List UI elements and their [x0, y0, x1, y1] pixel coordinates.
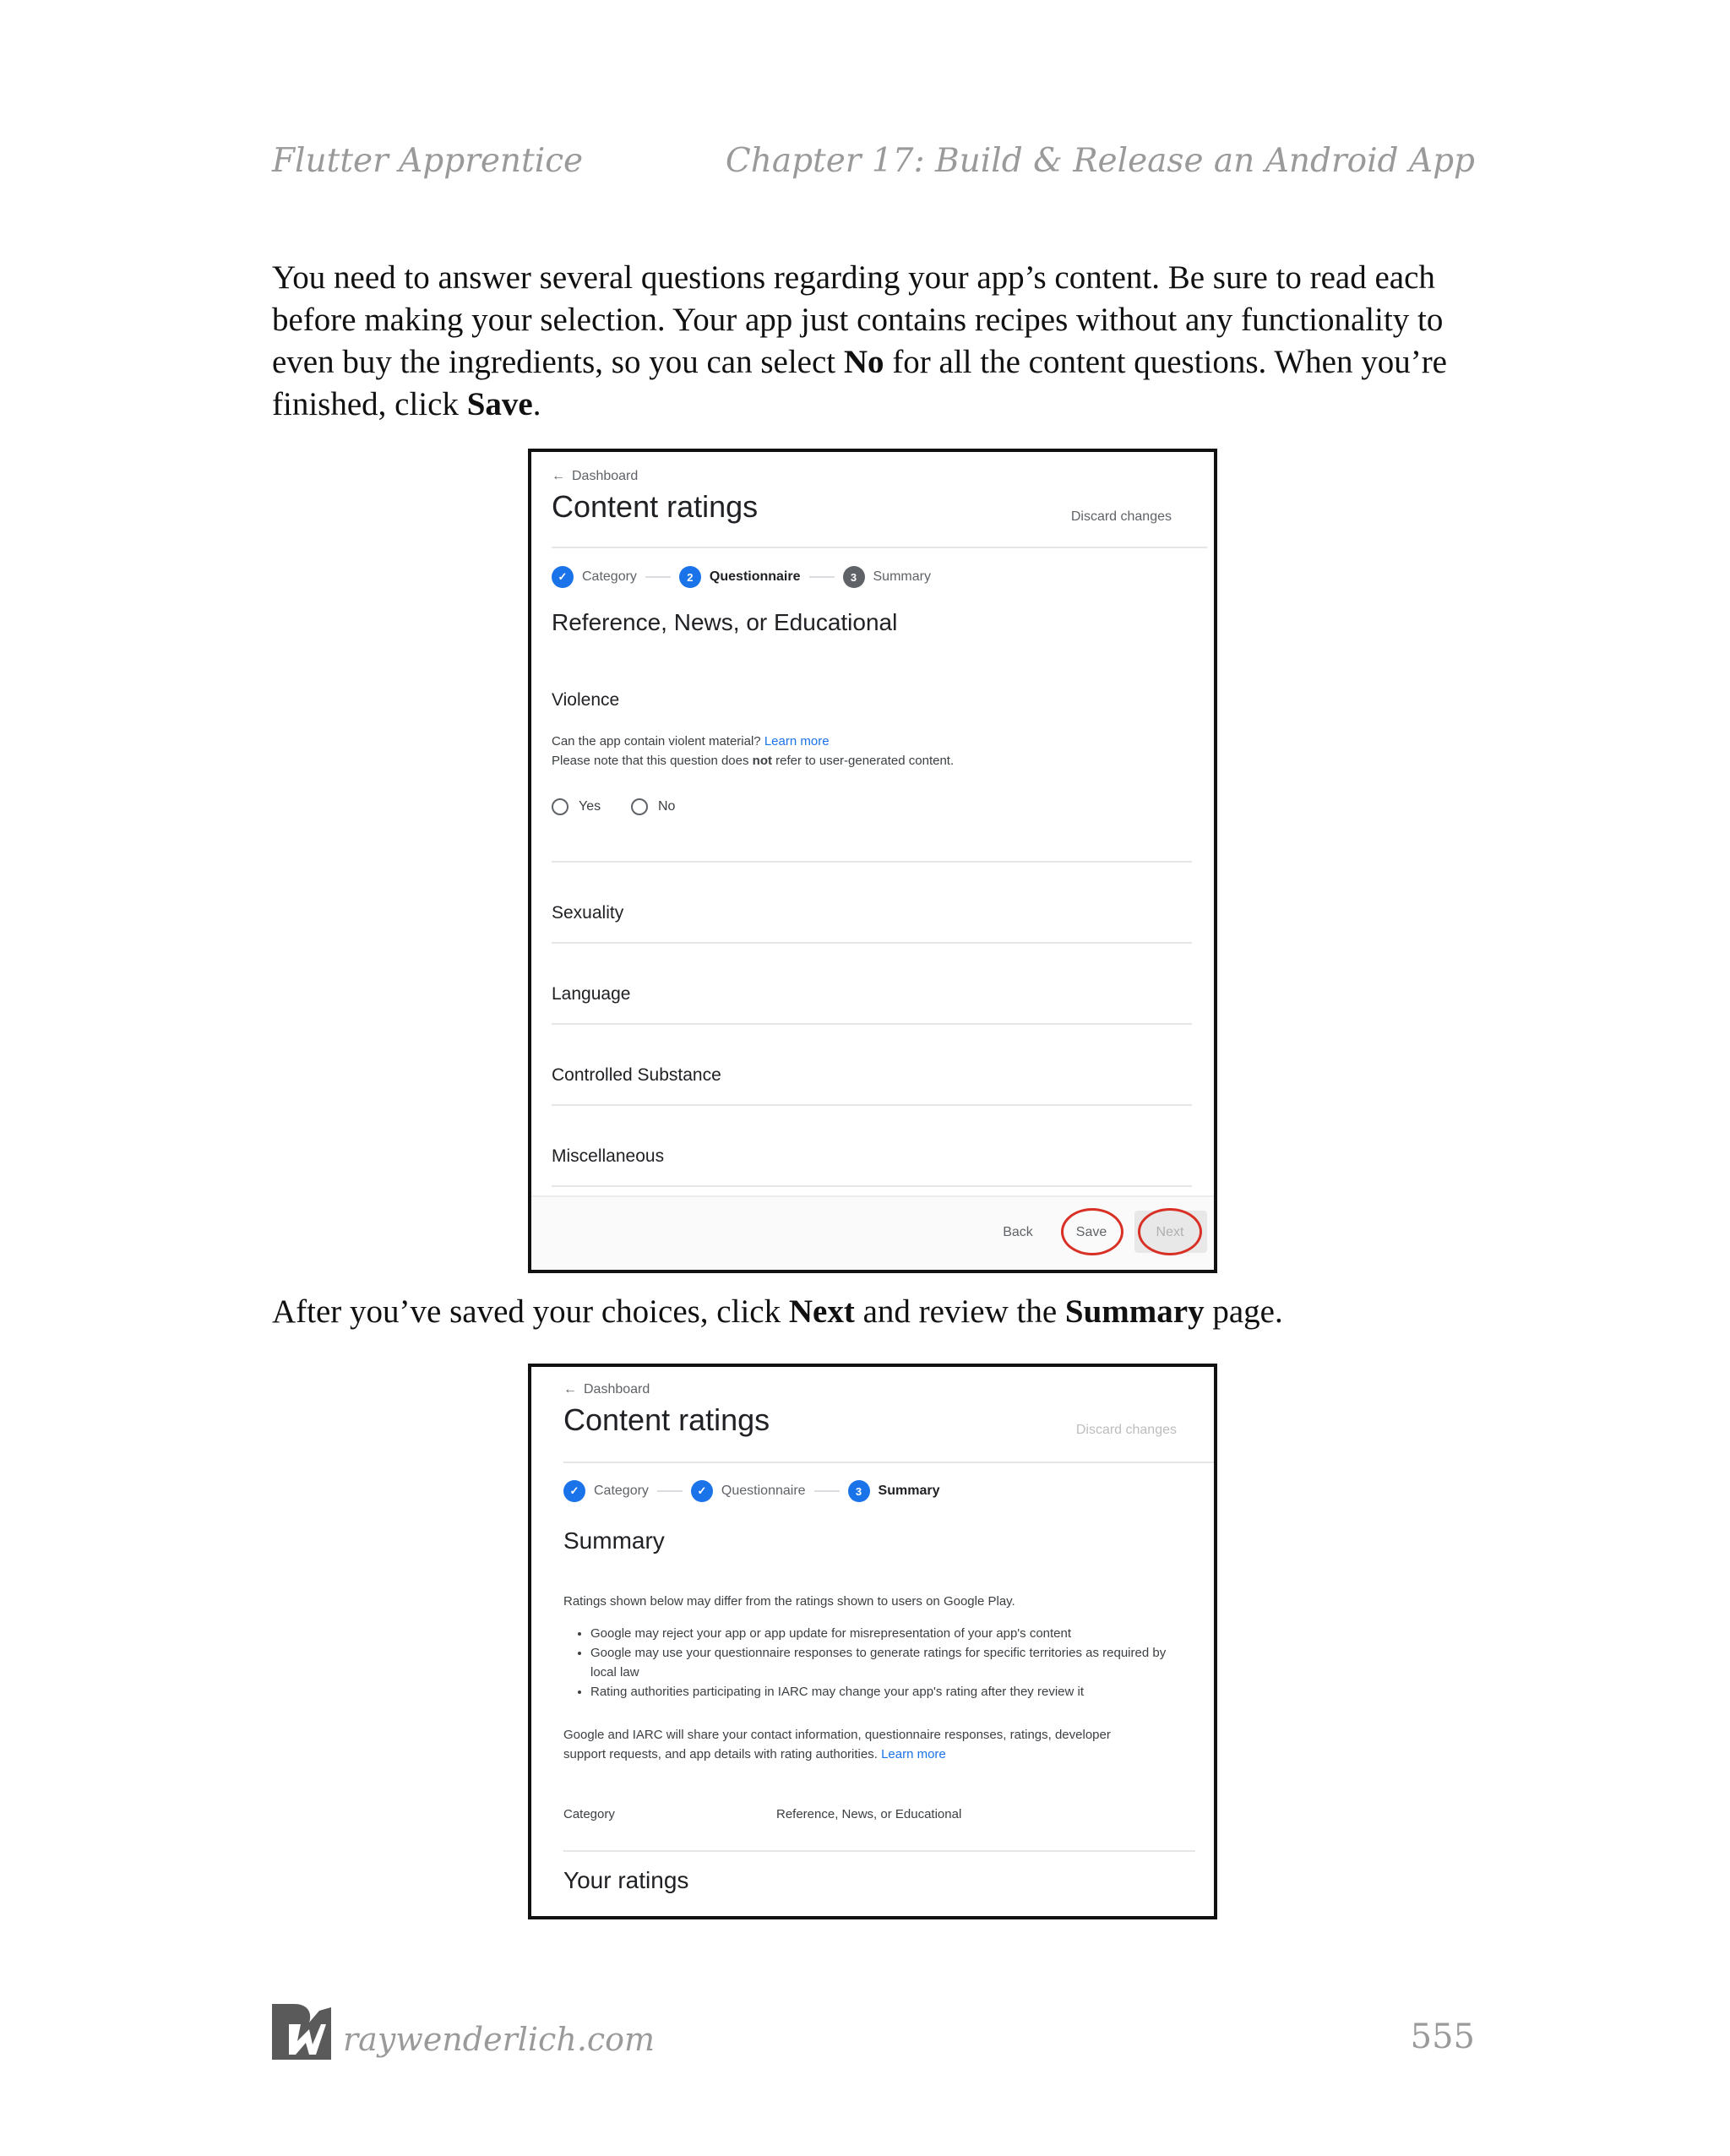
questionnaire-screenshot	[528, 449, 1217, 1273]
category-label: Category	[563, 1807, 615, 1821]
summary-heading: Summary	[563, 1527, 665, 1554]
divider	[552, 547, 1207, 548]
step-number-2: 2	[679, 566, 701, 588]
book-title: Flutter Apprentice	[272, 142, 584, 180]
summary-bullets	[563, 1624, 1189, 1701]
breadcrumb[interactable]: ← Dashboard	[563, 1382, 650, 1396]
section-controlled-substance[interactable]: Controlled Substance	[552, 1065, 721, 1085]
category-heading: Reference, News, or Educational	[552, 609, 898, 635]
learn-more-link[interactable]: Learn more	[764, 734, 830, 749]
intro-paragraph: You need to answer several questions regarding your app’s content. Be sure to read each before making your selection. Your app just contains recipes without any functionality to even buy the ingredients, so you can select No for all the content questions. When you’re finished, click Save.	[272, 259, 1447, 422]
divider	[552, 861, 1192, 863]
radio-yes[interactable]: Yes	[552, 798, 601, 815]
radio-circle-icon[interactable]	[552, 798, 569, 815]
intro-save-bold: Save	[466, 386, 533, 422]
middle-summary-bold: Summary	[1064, 1293, 1205, 1330]
divider	[552, 942, 1192, 944]
chapter-title: Chapter 17: Build & Release an Android App	[725, 142, 1475, 180]
intro-no-bold: No	[843, 344, 884, 380]
breadcrumb[interactable]: ← Dashboard	[552, 469, 639, 483]
step-number-3: 3	[848, 1480, 870, 1502]
section-sexuality[interactable]: Sexuality	[552, 903, 624, 923]
next-button[interactable]: Next	[1156, 1225, 1184, 1239]
radio-circle-icon[interactable]	[631, 798, 648, 815]
step-summary[interactable]: Summary	[878, 1484, 940, 1498]
violence-question: Can the app contain violent material? Learn more Please note that this question does not refer to user-generated content.	[552, 734, 955, 768]
step-summary[interactable]: Summary	[873, 569, 931, 584]
page-title: Content ratings	[563, 1402, 770, 1437]
discard-changes-button[interactable]: Discard changes	[1075, 1423, 1177, 1437]
page-title: Content ratings	[552, 489, 759, 524]
middle-paragraph: After you’ve saved your choices, click Next and review the Summary page.	[272, 1293, 1283, 1330]
check-icon: ✓	[563, 1480, 585, 1502]
action-bar	[531, 1195, 1214, 1270]
save-button[interactable]: Save	[1075, 1225, 1107, 1239]
divider	[563, 1462, 1214, 1463]
step-questionnaire[interactable]: Questionnaire	[709, 569, 801, 584]
divider	[563, 1850, 1195, 1852]
step-category[interactable]: Category	[582, 569, 637, 584]
step-number-3: 3	[843, 566, 865, 588]
step-connector	[657, 1490, 683, 1492]
divider	[552, 1104, 1192, 1106]
step-connector	[814, 1490, 840, 1492]
middle-next-bold: Next	[788, 1293, 855, 1330]
back-button[interactable]: Back	[1003, 1225, 1033, 1239]
arrow-left-icon: ←	[563, 1382, 577, 1396]
check-icon: ✓	[691, 1480, 713, 1502]
check-icon: ✓	[552, 566, 574, 588]
step-connector	[645, 576, 671, 578]
ratings-intro: Ratings shown below may differ from the ratings shown to users on Google Play.	[563, 1594, 1015, 1609]
your-ratings-heading: Your ratings	[563, 1867, 689, 1893]
divider	[552, 1023, 1192, 1025]
violence-title: Violence	[552, 690, 620, 710]
page-number: 555	[1410, 2017, 1475, 2056]
step-questionnaire[interactable]: Questionnaire	[721, 1484, 806, 1498]
list-item: • Google may reject your app or app update for misrepresentation of your app's content	[590, 1624, 1189, 1643]
step-category[interactable]: Category	[594, 1484, 649, 1498]
learn-more-link[interactable]: Learn more	[881, 1747, 946, 1761]
stepper	[552, 566, 931, 588]
highlight-circle	[1138, 1208, 1202, 1255]
stepper	[563, 1480, 939, 1502]
radio-no[interactable]: No	[631, 798, 675, 815]
step-connector	[809, 576, 835, 578]
list-item: • Google may use your questionnaire responses to generate ratings for specific territories as required by local law	[590, 1643, 1189, 1682]
summary-screenshot	[528, 1364, 1217, 1919]
divider	[552, 1185, 1192, 1187]
highlight-circle	[1061, 1208, 1123, 1255]
share-text: Google and IARC will share your contact information, questionnaire responses, ratings, developer support requests, and app details with rating authorities. Learn more	[563, 1728, 1111, 1761]
category-value: Reference, News, or Educational	[776, 1807, 962, 1821]
discard-changes-button[interactable]: Discard changes	[1070, 509, 1172, 524]
section-language[interactable]: Language	[552, 984, 631, 1004]
section-miscellaneous[interactable]: Miscellaneous	[552, 1146, 665, 1166]
site-name: raywenderlich.com	[343, 2021, 656, 2058]
list-item: • Rating authorities participating in IARC may change your app's rating after they review it	[590, 1682, 1189, 1701]
raywenderlich-logo-icon	[272, 2004, 331, 2060]
arrow-left-icon: ←	[552, 469, 565, 483]
